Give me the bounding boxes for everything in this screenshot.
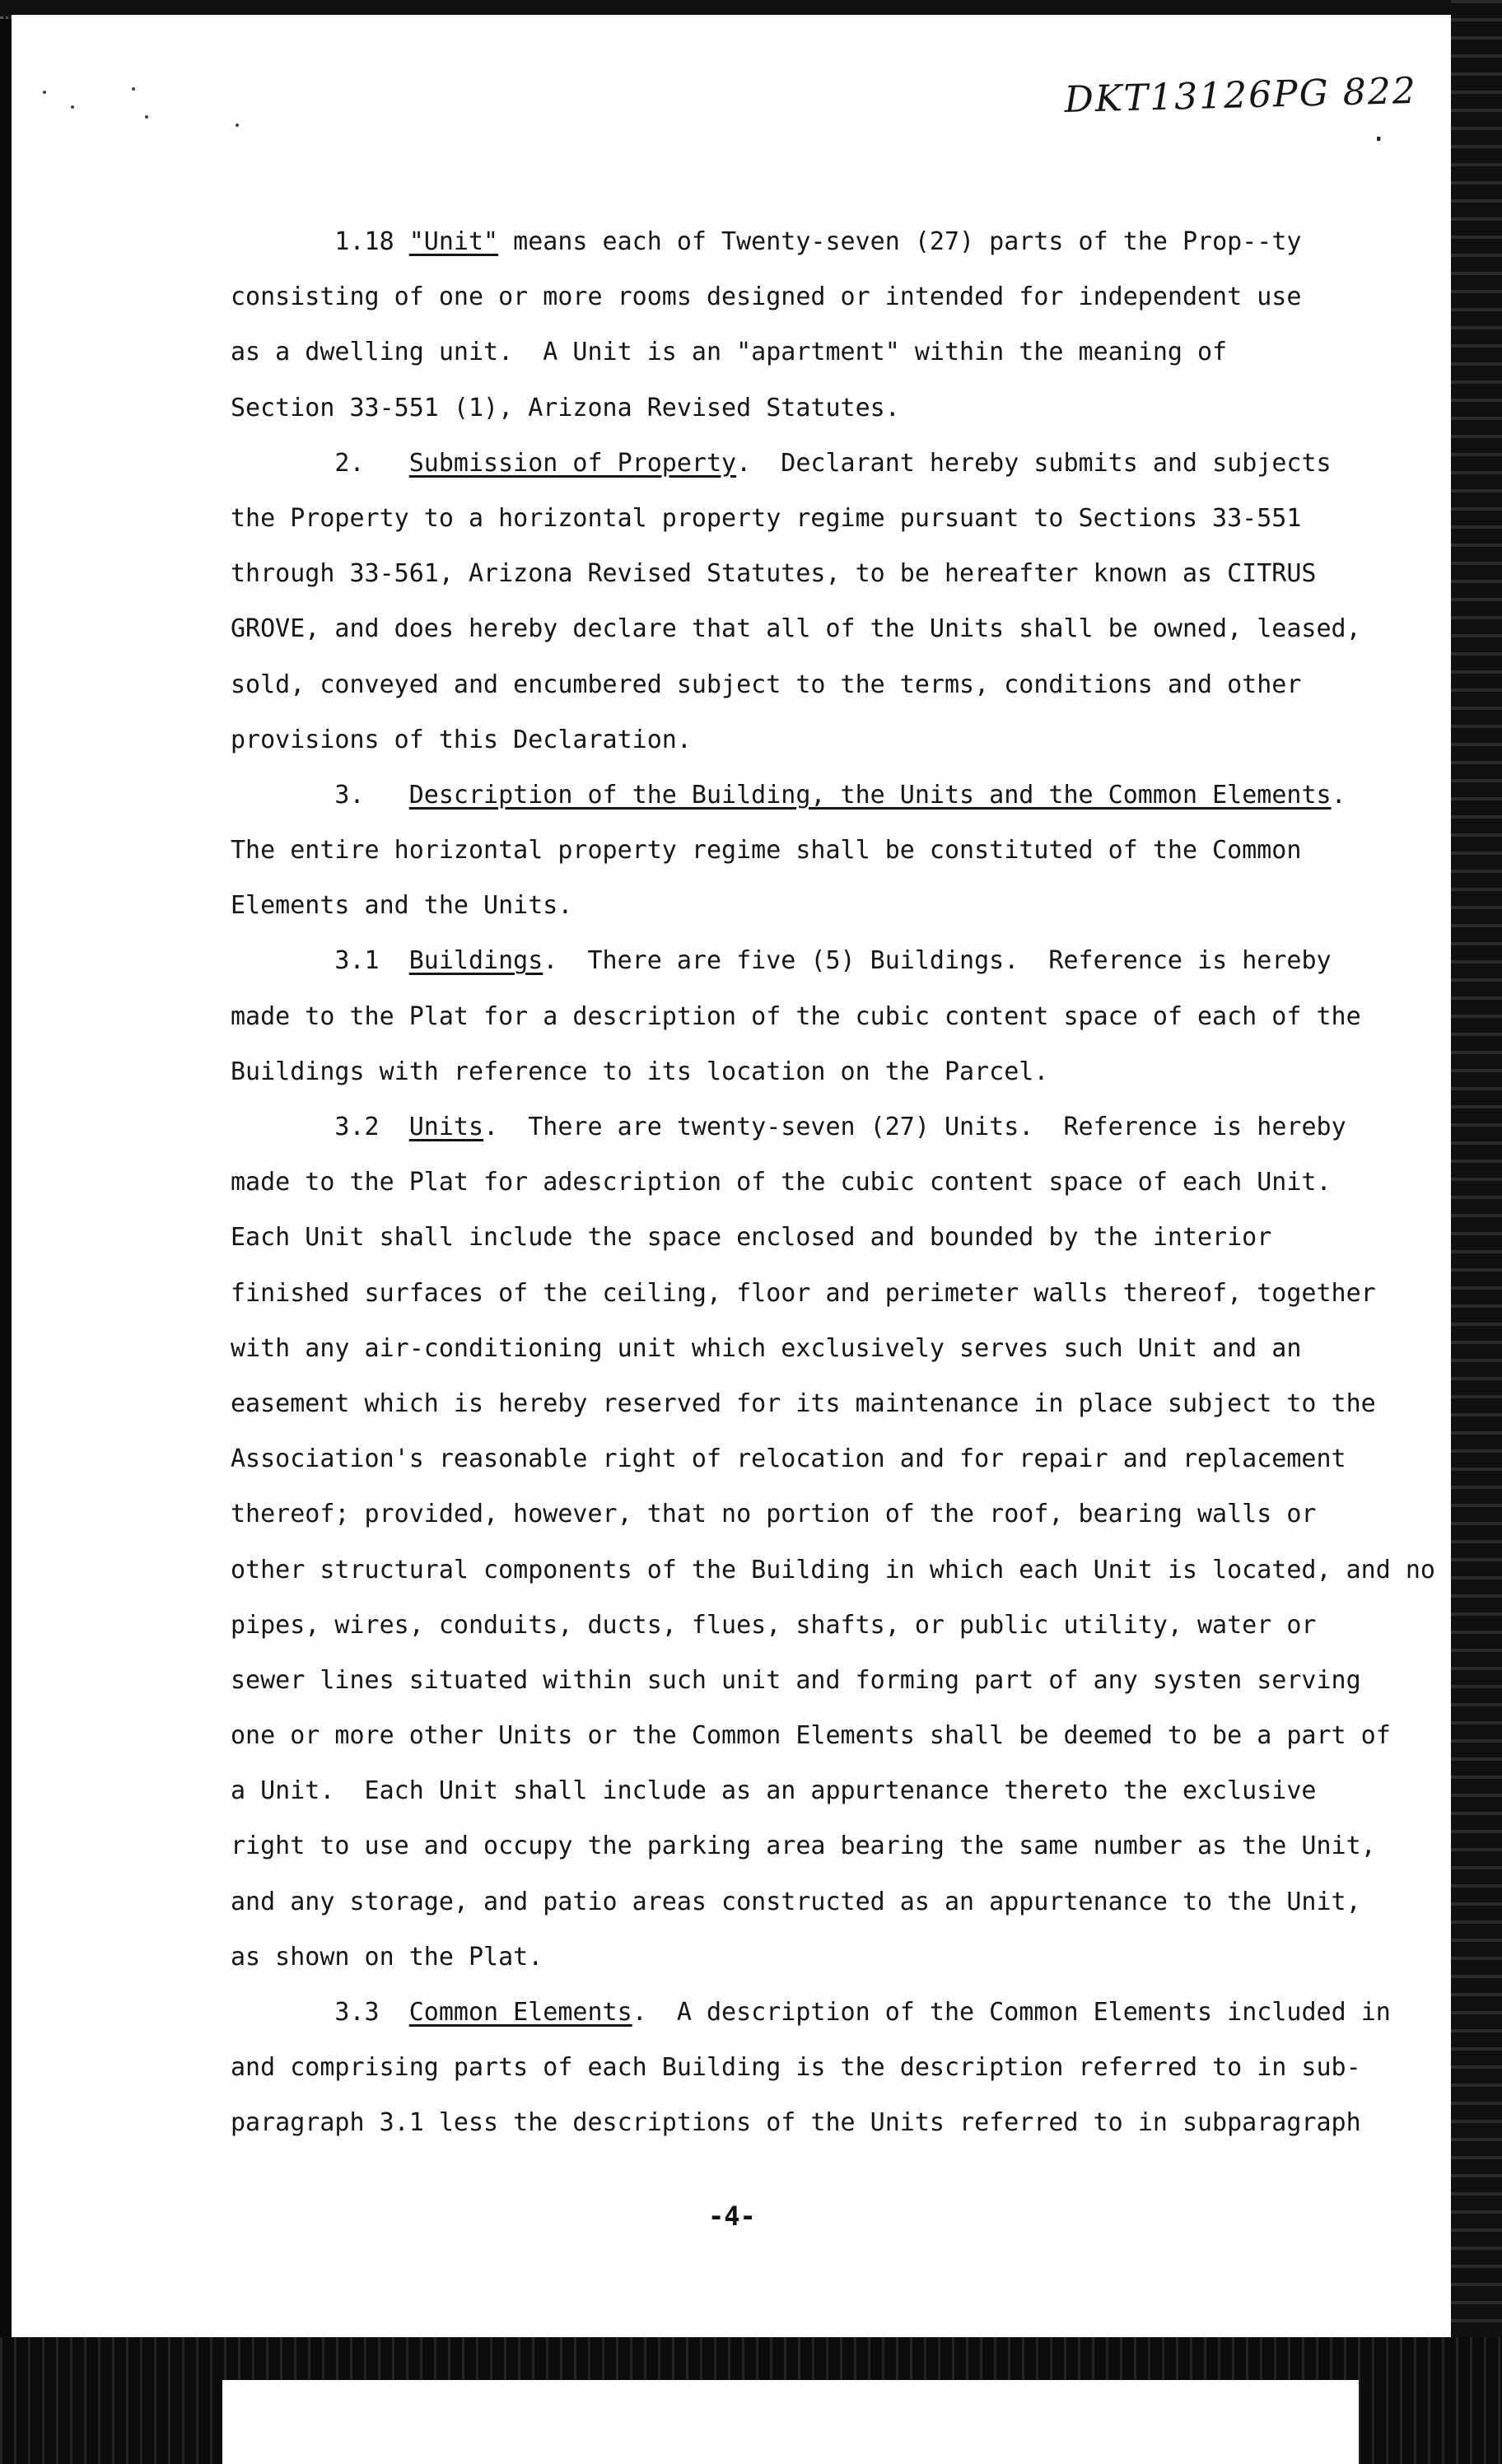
text-line: [231, 1930, 1400, 1985]
text-segment: with any air-conditioning unit which exclusively serves such Unit and an: [231, 1333, 1302, 1363]
document-body: [231, 214, 1435, 2151]
text-line: [231, 989, 1400, 1044]
text-segment: pipes, wires, conduits, ducts, flues, shafts, or public utility, water or: [231, 1610, 1317, 1640]
text-segment: Elements and the Units.: [231, 891, 573, 921]
text-line: [231, 1818, 1400, 1874]
text-segment: Buildings with reference to its location on the Parcel.: [231, 1057, 1049, 1086]
text-line: [231, 657, 1400, 712]
text-segment: made to the Plat for a description of the cubic content space of each of the: [231, 1001, 1361, 1031]
text-line: [231, 546, 1400, 601]
text-segment: finished surfaces of the ceiling, floor and perimeter walls thereof, together: [231, 1278, 1376, 1308]
text-line: [231, 1985, 1400, 2040]
text-line: [231, 2095, 1400, 2150]
text-segment: made to the Plat for adescription of the cubic content space of each Unit.: [231, 1168, 1332, 1197]
text-line: [231, 436, 1400, 491]
text-segment: . A description of the Common Elements included in: [632, 1998, 1391, 2027]
text-line: [231, 1763, 1400, 1818]
text-segment: provisions of this Declaration.: [231, 725, 692, 754]
scan-speck: [132, 87, 135, 91]
text-segment: as a dwelling unit. A Unit is an "apartment" within the meaning of: [231, 338, 1228, 367]
text-line: [231, 324, 1400, 380]
text-line: [231, 712, 1400, 768]
text-line: [231, 269, 1400, 324]
text-segment: sewer lines situated within such unit and forming part of any systen serving: [231, 1665, 1361, 1695]
text-line: [231, 1099, 1400, 1155]
text-segment: thereof; provided, however, that no portion of the roof, bearing walls or: [231, 1500, 1317, 1529]
text-line: [231, 768, 1400, 823]
section-heading: "Unit": [408, 227, 499, 256]
text-line: [231, 1542, 1435, 1598]
text-line: [231, 1486, 1400, 1542]
text-line: [231, 1653, 1400, 1708]
text-segment: Each Unit shall include the space enclosed and bounded by the interior: [231, 1223, 1272, 1253]
text-segment: the Property to a horizontal property regime pursuant to Sections 33-551: [231, 503, 1302, 533]
text-line: [231, 933, 1400, 988]
text-segment: a Unit. Each Unit shall include as an appurtenance thereto the exclusive: [231, 1776, 1317, 1806]
section-heading: Description of the Building, the Units and the Common Elements: [408, 780, 1332, 810]
text-segment: GROVE, and does hereby declare that all of the Units shall be owned, leased,: [231, 614, 1361, 644]
text-segment: through 33-561, Arizona Revised Statutes, to be hereafter known as CITRUS: [231, 559, 1317, 589]
text-segment: .: [1331, 780, 1346, 810]
text-line: [231, 1874, 1400, 1930]
text-segment: means each of Twenty-seven (27) parts of the Prop--ty: [498, 227, 1302, 256]
text-segment: 1.18: [231, 227, 409, 256]
text-line: [231, 1708, 1400, 1763]
section-heading: Common Elements: [408, 1998, 632, 2027]
scan-speck: [43, 91, 46, 94]
text-segment: other structural components of the Building in which each Unit is located, and no: [231, 1555, 1435, 1584]
text-segment: sold, conveyed and encumbered subject to the terms, conditions and other: [231, 670, 1302, 699]
text-segment: paragraph 3.1 less the descriptions of the Units referred to in subparagraph: [231, 2108, 1361, 2138]
text-line: [231, 1155, 1400, 1210]
text-line: [231, 1431, 1400, 1486]
text-segment: 2.: [231, 448, 409, 478]
scan-bottom-paper-slip: [222, 2380, 1359, 2464]
text-line: [231, 601, 1400, 656]
text-line: [231, 878, 1400, 933]
text-segment: as shown on the Plat.: [231, 1942, 543, 1972]
text-line: [231, 1376, 1400, 1431]
text-segment: easement which is hereby reserved for its maintenance in place subject to the: [231, 1388, 1376, 1418]
text-line: [231, 1210, 1400, 1265]
text-line: [231, 823, 1400, 878]
scan-speck: [71, 105, 74, 109]
text-segment: right to use and occupy the parking area bearing the same number as the Unit,: [231, 1832, 1376, 1861]
text-line: [231, 2040, 1400, 2095]
text-segment: and any storage, and patio areas constructed as an appurtenance to the Unit,: [231, 1887, 1361, 1916]
text-segment: . Declarant hereby submits and subjects: [736, 448, 1332, 478]
text-segment: . There are five (5) Buildings. Reference is hereby: [543, 946, 1332, 976]
text-segment: The entire horizontal property regime shall be constituted of the Common: [231, 836, 1302, 866]
section-heading: Units: [408, 1113, 484, 1141]
text-line: [231, 214, 1400, 269]
text-line: [231, 380, 1400, 436]
text-line: [231, 1598, 1400, 1653]
section-heading: Buildings: [408, 946, 543, 976]
text-segment: Section 33-551 (1), Arizona Revised Statutes.: [231, 393, 900, 422]
text-segment: consisting of one or more rooms designed or intended for independent use: [231, 282, 1302, 312]
text-segment: 3.2: [231, 1113, 409, 1141]
document-reference-number: DKT13126PG 822: [1064, 69, 1418, 121]
text-line: [231, 491, 1400, 546]
scan-speck: [145, 115, 148, 119]
text-segment: 3.3: [231, 1998, 409, 2027]
scan-right-edge: [1451, 0, 1502, 2464]
text-segment: one or more other Units or the Common Elements shall be deemed to be a part of: [231, 1721, 1391, 1751]
text-segment: 3.1: [231, 946, 409, 976]
text-line: [231, 1321, 1400, 1376]
scan-speck: [236, 124, 239, 127]
text-segment: and comprising parts of each Building is the description referred to in sub-: [231, 2053, 1361, 2083]
section-heading: Submission of Property: [408, 448, 737, 478]
text-segment: Association's reasonable right of relocation and for repair and replacement: [231, 1444, 1346, 1474]
text-line: [231, 1044, 1400, 1099]
header-mark: .: [1370, 115, 1388, 148]
text-segment: . There are twenty-seven (27) Units. Reference is hereby: [483, 1113, 1346, 1141]
text-line: [231, 1266, 1400, 1321]
text-segment: 3.: [231, 780, 409, 810]
page-number: -4-: [708, 2200, 756, 2232]
